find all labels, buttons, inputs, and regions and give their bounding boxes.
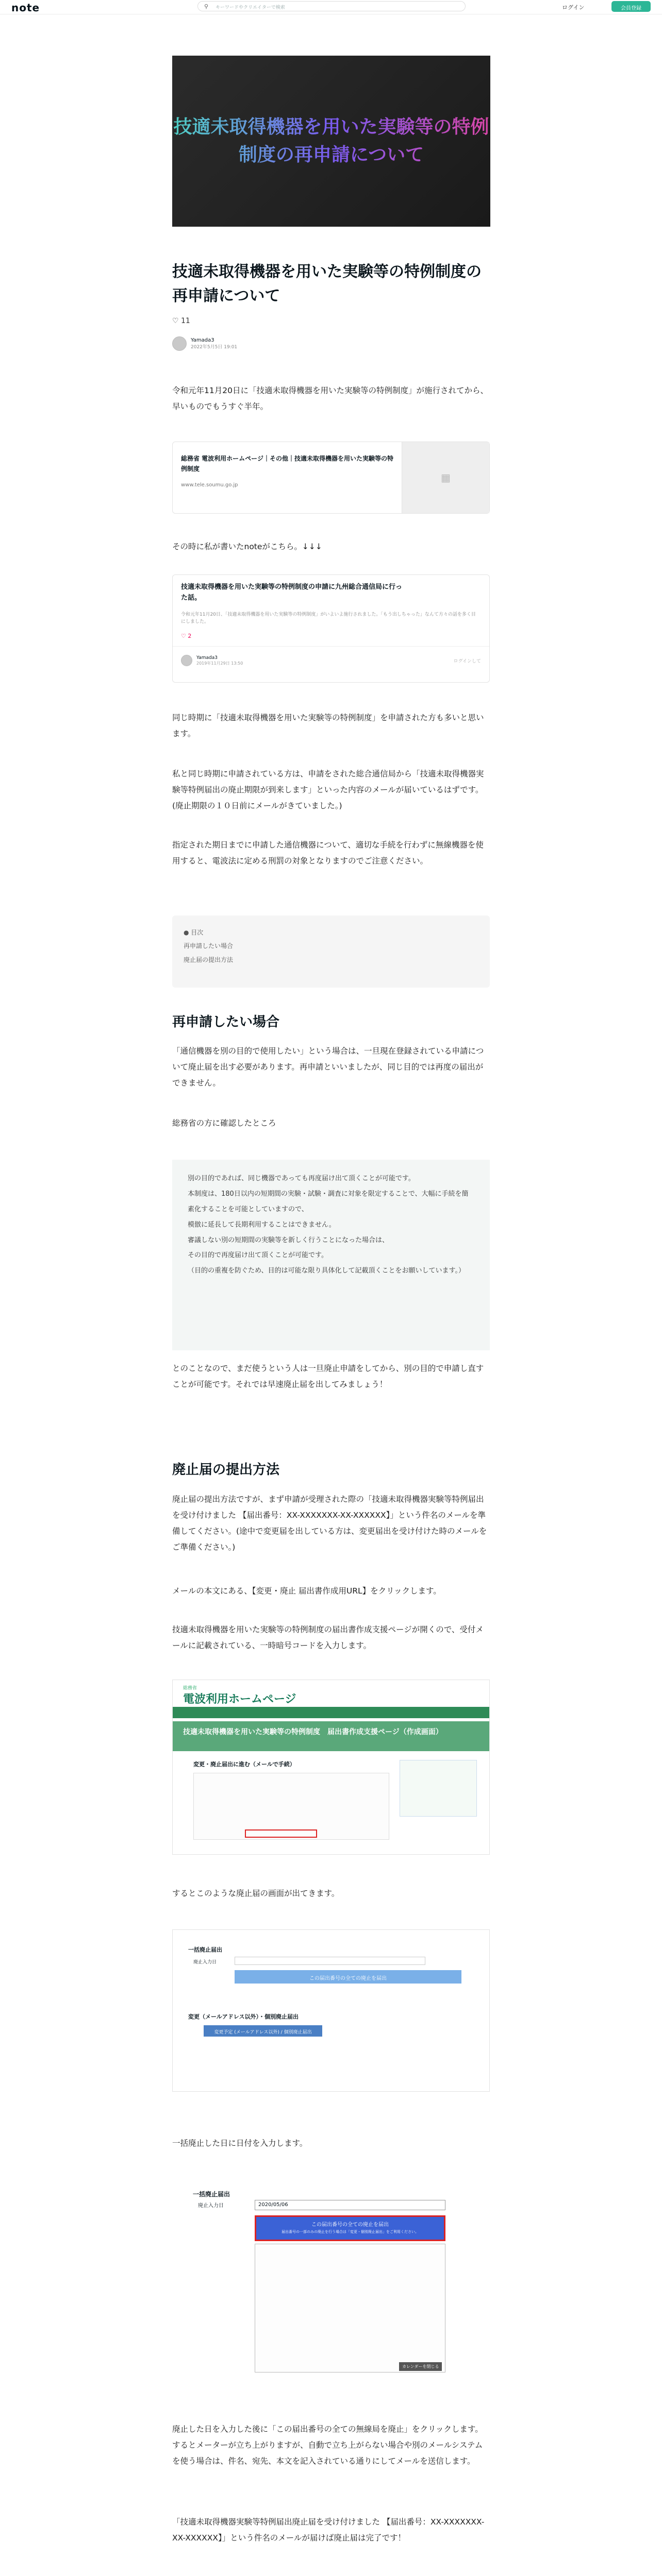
paragraph: 令和元年11月20日に「技適未取得機器を用いた実験等の特例制度」が施行されてから、早いものでもうすぐ半年。: [172, 386, 488, 411]
link-card[interactable]: [172, 442, 490, 514]
quote-line: 別の目的であれば、同じ機器であっても再度届け出て頂くことが可能です。: [188, 1175, 415, 1182]
embed-author-name: Yamada3: [196, 655, 218, 660]
signup-button[interactable]: 会員登録: [611, 1, 651, 12]
quote-line: 審議しない別の短期間の実験等を新しく行うことになった場合は、: [188, 1236, 389, 1244]
screenshot-registration-page: [172, 1680, 490, 1855]
toc-item[interactable]: 廃止届の提出方法: [184, 956, 234, 963]
paragraph: その時に私が書いたnoteがこちら。↓↓↓: [172, 542, 322, 551]
paragraph: するとこのような廃止届の画面が出てきます。: [172, 1889, 340, 1898]
paragraph: 指定された期日までに申請した通信機器について、適切な手続を行わずに無線機器を使用すると、電波法に定める刑罰の対象となりますのでご注意ください。: [172, 840, 484, 866]
quote-line: （目的の重複を防ぐため、目的は可能な限り具体化して記載頂くことをお願いしています。）: [188, 1267, 465, 1275]
paragraph: とのことなので、まだ使うという人は一旦廃止申請をしてから、別の目的で申請し直すことが可能です。それでは早速廃止届を出してみましょう！: [172, 1364, 484, 1389]
change-button: 変更予定 (メールアドレス以外) / 個別廃止届出: [204, 2025, 322, 2037]
link-card-title: 総務省 電波利用ホームページ｜その他｜技適未取得機器を用いた実験等の特例制度: [181, 455, 393, 473]
form-heading: 一括廃止届出: [193, 2191, 230, 2198]
close-calendar-button: カレンダーを閉じる: [399, 2362, 442, 2371]
screenshot-date-entry: [172, 2179, 490, 2380]
quote-line: その目的で再度届け出て頂くことが可能です。: [188, 1251, 328, 1260]
paragraph: 総務省の方に確認したところ: [172, 1118, 276, 1128]
like-count: 11: [181, 317, 190, 325]
abolish-all-button: この届出番号の全ての廃止を届出 届出番号の一部のみの廃止を行う場合は「変更・個別廃止届出」をご利用ください。: [255, 2215, 445, 2241]
link-card-url: www.tele.soumu.go.jp: [181, 482, 238, 488]
banner: 技適未取得機器を用いた実験等の特例制度 届出書作成支援ページ（作成画面）: [173, 1721, 489, 1751]
toc-item[interactable]: 再申請したい場合: [184, 942, 234, 950]
quote-line: 模倣に延長して長期利用することはできません。: [188, 1221, 336, 1229]
paragraph: 一括廃止した日に日付を入力します。: [172, 2139, 308, 2148]
paragraph: 同じ時期に「技適未取得機器を用いた実験等の特例制度」を申請された方も多いと思います。: [172, 713, 484, 738]
date-input: 2020/05/06: [255, 2200, 445, 2210]
search-placeholder: キーワードやクリエイターで検索: [216, 5, 285, 10]
embed-excerpt: 令和元年11月20日、「技適未取得機器を用いた実験等の特例制度」がいよいよ施行されました。「もう出しちゃった」なんて方々の話を多く目にしました。: [181, 612, 476, 625]
title-like-count[interactable]: [172, 317, 490, 325]
avatar: [181, 655, 192, 666]
image-placeholder-icon: ▦: [441, 471, 451, 484]
embed-badge: ログインして: [453, 659, 481, 664]
abolish-all-button: この届出番号の全ての廃止を届出: [235, 1970, 461, 1984]
side-panel: [400, 1760, 477, 1817]
quote-line: 本制度は、180日以内の短期間の実験・試験・調査に対象を限定することで、大幅に手続を簡素化することを可能としていますので、: [188, 1190, 469, 1213]
paragraph: 廃止した日を入力した後に「この届出番号の全ての無線局を廃止」をクリックします。するとメーターが立ち上がりますが、自動で立ち上がらない場合や別のメールシステムを使う場合は、件名、宛先、本文を記入されている通りにしてメールを送信します。: [172, 2425, 483, 2466]
avatar[interactable]: [172, 336, 187, 351]
date-field: [235, 1957, 425, 1965]
form-heading: 変更・廃止届出に進む（メールで手続）: [193, 1761, 295, 1768]
ministry-label: 総務省: [183, 1686, 197, 1691]
form-heading: 一括廃止届出: [188, 1946, 222, 1953]
section-heading: 再申請したい場合: [172, 1014, 280, 1030]
divider: [173, 646, 489, 647]
paragraph: 「通信機器を別の目的で使用したい」という場合は、一旦現在登録されている申請について廃止届を出す必要があります。再申請といいましたが、同じ目的では再度の届出ができません。: [172, 1046, 484, 1088]
form-label: 廃止入力日: [198, 2203, 224, 2209]
heart-icon[interactable]: ♡: [172, 317, 179, 325]
article-title: 技適未取得機器を用いた実験等の特例制度の再申請について: [172, 263, 482, 305]
paragraph: 私と同じ時期に申請されている方は、申請をされた総合通信局から「技適未取得機器実験等特例届出の廃止期限が到来します」といった内容のメールが届いているはずです。(廃止期限の１０日前にメールがきていました。): [172, 769, 484, 810]
embed-likes: ♡ 2: [181, 633, 192, 639]
site-header: [0, 0, 662, 14]
embed-author: [181, 655, 243, 666]
author-name[interactable]: Yamada3: [191, 337, 214, 343]
embed-date: 2019年11月29日 13:50: [196, 660, 243, 666]
paragraph: 「技適未取得機器実験等特例届出廃止届を受け付けました 【届出番号：XX-XXXXXXX-XX-XXXXXX】」という件名のメールが届けば廃止届は完了です！: [172, 2517, 485, 2543]
link-card-thumbnail: [402, 442, 489, 513]
quote-box: [172, 1160, 490, 1350]
post-date: 2022年5月5日 19:01: [191, 345, 238, 350]
note-embed-card[interactable]: [172, 574, 490, 683]
calendar-popup: [255, 2244, 445, 2372]
toc-heading[interactable]: ● 目次: [184, 929, 204, 936]
highlight-box: [245, 1829, 317, 1838]
screenshot-abolition-form: [172, 1929, 490, 2092]
form-label: 廃止入力日: [193, 1960, 217, 1965]
section-heading: 廃止届の提出方法: [172, 1462, 280, 1478]
embed-title: 技適未取得機器を用いた実験等の特例制度の申請に九州総合通信局に行った話。: [181, 583, 403, 602]
site-title: 電波利用ホームページ: [183, 1693, 296, 1706]
hero-image: [172, 56, 490, 227]
search-icon: ⚲: [204, 3, 209, 10]
author-info[interactable]: [172, 336, 490, 351]
table-of-contents: [172, 916, 490, 988]
nav-bar: [173, 1707, 489, 1718]
form-heading: 変更（メールアドレス以外）・個別廃止届出: [188, 2013, 299, 2020]
login-link[interactable]: ログイン: [562, 4, 585, 11]
paragraph: 技適未取得機器を用いた実験等の特例制度の届出書作成支援ページが開くので、受付メールに記載されている、一時暗号コードを入力します。: [172, 1625, 484, 1650]
search-input[interactable]: [197, 1, 466, 11]
note-logo[interactable]: note: [11, 2, 40, 14]
paragraph: メールの本文にある、【変更・廃止 届出書作成用URL】をクリックします。: [172, 1586, 441, 1596]
hero-text: 技適未取得機器を用いた実験等の特例制度の再申請について: [172, 113, 490, 169]
paragraph: 廃止届の提出方法ですが、まず申請が受理された際の「技適未取得機器実験等特例届出を受け付けました 【届出番号：XX-XXXXXXX-XX-XXXXXX】」という件名のメールを準備してください。(途中で変更届を出している方は、変更届出を受け付けた時のメールをご準備ください。): [172, 1495, 487, 1552]
